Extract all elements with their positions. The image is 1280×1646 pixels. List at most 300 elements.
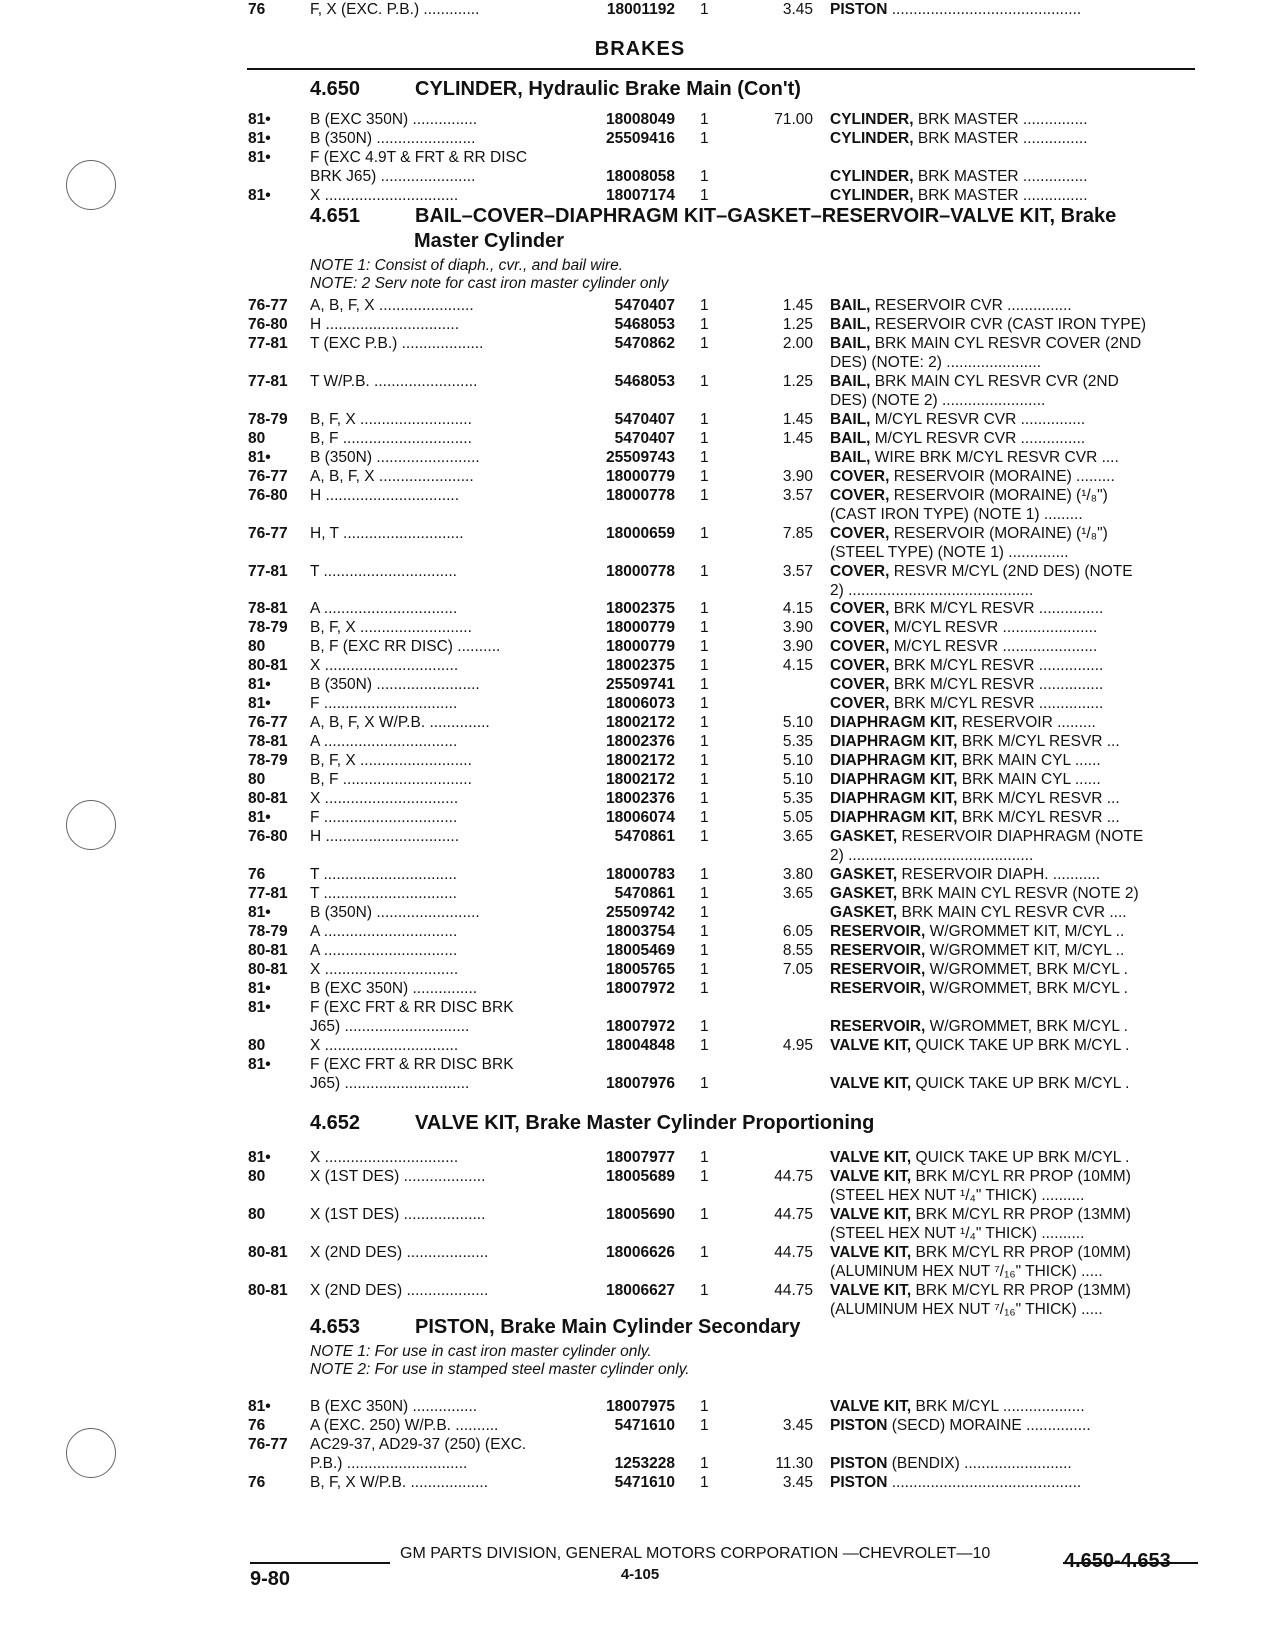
price-cell: 5.10 [782,771,813,788]
section-title: BAIL–COVER–DIAPHRAGM KIT–GASKET–RESERVOIR–VALVE KIT, Brake [415,205,1117,227]
price-cell: 4.15 [782,657,813,674]
description-cell [830,903,1198,922]
description-keyword: PISTON [830,1474,888,1491]
description-text: BRK M/CYL RESVR ... [957,733,1120,750]
description-text: (STEEL HEX NUT ¹/₄" THICK) .......... [830,1225,1085,1242]
table-row [0,410,1280,429]
part-number-cell: 18007977 [606,1149,675,1166]
quantity-cell: 1 [700,1,709,18]
description-keyword: CYLINDER, [830,168,914,185]
table-row [0,562,1280,581]
price-cell: 3.80 [782,866,813,883]
year-cell: 81• [248,1056,271,1073]
section-number: 4.651 [310,205,361,227]
header-rule [247,68,1195,70]
description-cell [830,448,1198,467]
description-keyword: BAIL, [830,373,871,390]
description-cell [830,694,1198,713]
model-cell: X ............................... [310,1037,459,1054]
description-keyword: GASKET, [830,828,898,845]
description-text: M/CYL RESVR ...................... [889,638,1098,655]
part-number-cell: 5470862 [614,335,675,352]
description-cell [830,656,1198,675]
price-cell: 5.35 [782,733,813,750]
description-cell [830,1036,1198,1055]
quantity-cell: 1 [700,619,709,636]
description-cell [830,505,1198,524]
description-cell [830,1205,1198,1224]
part-number-cell: 18000779 [606,468,675,485]
part-number-cell: 18002172 [606,752,675,769]
footer-section-range: 4.650-4.653 [1064,1550,1171,1572]
description-text: BRK M/CYL RR PROP (10MM) [911,1244,1131,1261]
table-row [0,1416,1280,1435]
section-note: NOTE 1: For use in cast iron master cylinder only. [310,1343,652,1360]
description-text: DES) (NOTE: 2) ...................... [830,354,1041,371]
description-cell [830,0,1198,19]
description-cell [830,960,1198,979]
price-cell: 1.45 [782,411,813,428]
year-cell: 81• [248,130,271,147]
part-number-cell: 5471610 [614,1474,675,1491]
description-cell [830,543,1198,562]
description-keyword: PISTON [830,1,888,18]
part-number-cell: 18007174 [606,187,675,204]
description-cell [830,1243,1198,1262]
description-keyword: COVER, [830,695,890,712]
table-row [0,1148,1280,1167]
description-text: 2) ........................................... [830,847,1034,864]
year-cell: 77-81 [248,563,288,580]
description-text: W/GROMMET, BRK M/CYL . [925,961,1128,978]
table-row [0,315,1280,334]
description-text: BRK M/CYL RR PROP (13MM) [911,1206,1131,1223]
quantity-cell: 1 [700,187,709,204]
quantity-cell: 1 [700,809,709,826]
year-cell: 81• [248,1398,271,1415]
part-number-cell: 18005689 [606,1168,675,1185]
quantity-cell: 1 [700,1398,709,1415]
table-row [0,599,1280,618]
description-cell [830,296,1198,315]
description-text: BRK MAIN CYL RESVR (NOTE 2) [897,885,1139,902]
year-cell: 78-79 [248,411,288,428]
model-cell: F (EXC FRT & RR DISC BRK [310,1056,514,1073]
price-cell: 3.45 [782,1417,813,1434]
table-row [0,167,1280,186]
model-cell: B, F .............................. [310,771,472,788]
model-cell: X (1ST DES) ................... [310,1168,486,1185]
description-text: RESERVOIR ......... [957,714,1096,731]
description-cell [830,713,1198,732]
description-cell [830,827,1198,846]
quantity-cell: 1 [700,676,709,693]
model-cell: B, F, X .......................... [310,411,472,428]
year-cell: 76-77 [248,468,288,485]
table-row [0,110,1280,129]
description-text: BRK MAIN CYL ...... [957,752,1101,769]
model-cell: X ............................... [310,790,459,807]
price-cell: 8.55 [782,942,813,959]
section-title-continued: Master Cylinder [414,230,565,252]
description-cell [830,599,1198,618]
model-cell: H ............................... [310,828,459,845]
description-cell [830,1224,1198,1243]
year-cell: 78-81 [248,733,288,750]
quantity-cell: 1 [700,1149,709,1166]
table-row [0,129,1280,148]
quantity-cell: 1 [700,335,709,352]
price-cell: 3.90 [782,468,813,485]
model-cell: X ............................... [310,961,459,978]
part-number-cell: 18008049 [606,111,675,128]
price-cell: 6.05 [782,923,813,940]
quantity-cell: 1 [700,942,709,959]
quantity-cell: 1 [700,430,709,447]
model-cell: A ............................... [310,923,458,940]
table-row [0,865,1280,884]
price-cell: 4.15 [782,600,813,617]
part-number-cell: 18000778 [606,563,675,580]
table-row [0,827,1280,846]
description-cell [830,1074,1198,1093]
description-cell [830,1148,1198,1167]
section-number: 4.650 [310,78,361,100]
quantity-cell: 1 [700,373,709,390]
quantity-cell: 1 [700,563,709,580]
description-text: BRK MASTER ............... [913,130,1088,147]
description-keyword: CYLINDER, [830,130,914,147]
part-number-cell: 18007972 [606,980,675,997]
table-row [0,1017,1280,1036]
part-number-cell: 5470861 [614,828,675,845]
section-number: 4.653 [310,1316,361,1338]
price-cell: 7.05 [782,961,813,978]
description-text: BRK M/CYL RESVR ... [957,790,1120,807]
quantity-cell: 1 [700,1417,709,1434]
description-cell [830,562,1198,581]
description-text: BRK MASTER ............... [913,168,1088,185]
quantity-cell: 1 [700,111,709,128]
model-cell: P.B.) ............................ [310,1455,468,1472]
description-keyword: RESERVOIR, [830,923,926,940]
model-cell: B, F, X .......................... [310,752,472,769]
table-row [0,789,1280,808]
description-cell [830,315,1198,334]
quantity-cell: 1 [700,771,709,788]
year-cell: 76 [248,1474,266,1491]
part-number-cell: 18008058 [606,168,675,185]
model-cell: B (350N) ........................ [310,904,480,921]
price-cell: 3.90 [782,619,813,636]
quantity-cell: 1 [700,752,709,769]
table-row [0,1186,1280,1205]
year-cell: 76-80 [248,487,288,504]
description-text: DES) (NOTE 2) ........................ [830,392,1046,409]
description-keyword: CYLINDER, [830,111,914,128]
table-row [0,334,1280,353]
quantity-cell: 1 [700,638,709,655]
part-number-cell: 18002376 [606,733,675,750]
description-text: BRK MAIN CYL RESVR CVR (2ND [870,373,1119,390]
description-cell [830,732,1198,751]
description-cell [830,637,1198,656]
description-keyword: DIAPHRAGM KIT, [830,790,958,807]
table-row [0,1435,1280,1454]
year-cell: 78-81 [248,600,288,617]
table-row [0,148,1280,167]
year-cell: 77-81 [248,335,288,352]
description-keyword: COVER, [830,525,890,542]
year-cell: 76 [248,866,266,883]
description-cell [830,941,1198,960]
model-cell: T (EXC P.B.) ................... [310,335,484,352]
table-row [0,618,1280,637]
year-cell: 81• [248,980,271,997]
price-cell: 3.65 [782,885,813,902]
model-cell: A, B, F, X ...................... [310,297,474,314]
description-cell [830,129,1198,148]
description-cell [830,1281,1198,1300]
table-row [0,1167,1280,1186]
price-cell: 3.57 [782,487,813,504]
description-keyword: BAIL, [830,430,871,447]
price-cell: 44.75 [774,1206,813,1223]
description-text: BRK M/CYL RESVR ... [957,809,1120,826]
model-cell: T ............................... [310,866,457,883]
table-row [0,0,1280,19]
table-row [0,884,1280,903]
description-cell [830,167,1198,186]
price-cell: 44.75 [774,1282,813,1299]
table-row [0,1224,1280,1243]
year-cell: 81• [248,449,271,466]
description-cell [830,353,1198,372]
description-text: BRK M/CYL ................... [911,1398,1085,1415]
part-number-cell: 18002172 [606,714,675,731]
model-cell: B (350N) ....................... [310,130,476,147]
model-cell: B (350N) ........................ [310,449,480,466]
quantity-cell: 1 [700,1282,709,1299]
quantity-cell: 1 [700,487,709,504]
year-cell: 81• [248,999,271,1016]
price-cell: 1.25 [782,373,813,390]
year-cell: 81• [248,904,271,921]
quantity-cell: 1 [700,695,709,712]
section-title: CYLINDER, Hydraulic Brake Main (Con't) [415,78,801,100]
description-keyword: COVER, [830,638,890,655]
quantity-cell: 1 [700,1244,709,1261]
year-cell: 76-77 [248,297,288,314]
description-keyword: COVER, [830,619,890,636]
model-cell: B, F, X W/P.B. .................. [310,1474,489,1491]
description-text: (CAST IRON TYPE) (NOTE 1) ......... [830,506,1083,523]
year-cell: 77-81 [248,373,288,390]
part-number-cell: 18000779 [606,619,675,636]
description-cell [830,524,1198,543]
model-cell: X (2ND DES) ................... [310,1244,489,1261]
description-keyword: DIAPHRAGM KIT, [830,809,958,826]
table-row [0,1205,1280,1224]
price-cell: 44.75 [774,1244,813,1261]
description-cell [830,186,1198,205]
quantity-cell: 1 [700,1018,709,1035]
year-cell: 80-81 [248,657,288,674]
description-keyword: GASKET, [830,866,898,883]
description-keyword: COVER, [830,657,890,674]
model-cell: A ............................... [310,600,458,617]
part-number-cell: 18007972 [606,1018,675,1035]
price-cell: 5.10 [782,752,813,769]
description-text: QUICK TAKE UP BRK M/CYL . [911,1075,1130,1092]
year-cell: 81• [248,809,271,826]
model-cell: BRK J65) ...................... [310,168,476,185]
table-row [0,941,1280,960]
description-cell [830,429,1198,448]
description-keyword: DIAPHRAGM KIT, [830,714,958,731]
quantity-cell: 1 [700,980,709,997]
description-text: RESERVOIR CVR ............... [870,297,1072,314]
price-cell: 1.45 [782,297,813,314]
part-number-cell: 1253228 [614,1455,675,1472]
model-cell: AC29-37, AD29-37 (250) (EXC. [310,1436,527,1453]
description-keyword: DIAPHRAGM KIT, [830,733,958,750]
description-cell [830,865,1198,884]
model-cell: F, X (EXC. P.B.) ............. [310,1,480,18]
table-row [0,808,1280,827]
description-text: M/CYL RESVR CVR ............... [870,430,1086,447]
table-row [0,524,1280,543]
year-cell: 78-79 [248,923,288,940]
table-row [0,637,1280,656]
description-keyword: BAIL, [830,335,871,352]
model-cell: A, B, F, X W/P.B. .............. [310,714,490,731]
table-row [0,1243,1280,1262]
year-cell: 80 [248,1206,266,1223]
quantity-cell: 1 [700,923,709,940]
model-cell: F (EXC 4.9T & FRT & RR DISC [310,149,528,166]
description-text: BRK MAIN CYL ...... [957,771,1101,788]
year-cell: 80-81 [248,1244,288,1261]
description-text: RESERVOIR (MORAINE) ......... [889,468,1115,485]
description-text: RESERVOIR (MORAINE) (¹/₈") [889,487,1108,504]
description-cell [830,372,1198,391]
description-text: BRK MASTER ............... [913,187,1088,204]
footer-rule-left [250,1562,390,1564]
description-cell [830,1300,1198,1319]
part-number-cell: 18006626 [606,1244,675,1261]
description-cell [830,334,1198,353]
description-cell [830,808,1198,827]
table-row [0,1262,1280,1281]
description-text: WIRE BRK M/CYL RESVR CVR .... [870,449,1119,466]
part-number-cell: 18000783 [606,866,675,883]
model-cell: B, F, X .......................... [310,619,472,636]
description-cell [830,846,1198,865]
description-text: (SECD) MORAINE ............... [887,1417,1091,1434]
quantity-cell: 1 [700,1075,709,1092]
description-text: W/GROMMET KIT, M/CYL .. [925,942,1125,959]
part-number-cell: 5468053 [614,373,675,390]
part-number-cell: 18002375 [606,600,675,617]
model-cell: X (2ND DES) ................... [310,1282,489,1299]
part-number-cell: 5468053 [614,316,675,333]
description-text: M/CYL RESVR ...................... [889,619,1098,636]
description-keyword: BAIL, [830,449,871,466]
table-row [0,732,1280,751]
year-cell: 80 [248,430,266,447]
price-cell: 3.57 [782,563,813,580]
year-cell: 80 [248,1168,266,1185]
year-cell: 81• [248,676,271,693]
table-row [0,903,1280,922]
quantity-cell: 1 [700,733,709,750]
price-cell: 3.90 [782,638,813,655]
year-cell: 76-77 [248,714,288,731]
year-cell: 81• [248,695,271,712]
part-number-cell: 5470407 [614,297,675,314]
quantity-cell: 1 [700,600,709,617]
model-cell: A ............................... [310,733,458,750]
description-keyword: RESERVOIR, [830,980,926,997]
description-cell [830,884,1198,903]
part-number-cell: 18000659 [606,525,675,542]
part-number-cell: 18002172 [606,771,675,788]
table-row [0,1281,1280,1300]
price-cell: 3.65 [782,828,813,845]
description-cell [830,1397,1198,1416]
part-number-cell: 18003754 [606,923,675,940]
quantity-cell: 1 [700,866,709,883]
description-keyword: COVER, [830,563,890,580]
table-row [0,448,1280,467]
quantity-cell: 1 [700,657,709,674]
footer-page-number: 4-105 [620,1566,660,1583]
year-cell: 81• [248,149,271,166]
description-cell [830,486,1198,505]
year-cell: 81• [248,111,271,128]
year-cell: 80-81 [248,1282,288,1299]
model-cell: A (EXC. 250) W/P.B. .......... [310,1417,499,1434]
section-title: VALVE KIT, Brake Master Cylinder Proportioning [415,1112,875,1134]
quantity-cell: 1 [700,468,709,485]
description-text: (ALUMINUM HEX NUT ⁷/₁₆" THICK) ..... [830,1301,1103,1318]
model-cell: X ............................... [310,657,459,674]
year-cell: 76 [248,1,266,18]
description-keyword: RESERVOIR, [830,1018,926,1035]
table-row [0,429,1280,448]
price-cell: 1.45 [782,430,813,447]
description-text: RESERVOIR (MORAINE) (¹/₈") [889,525,1108,542]
part-number-cell: 18005765 [606,961,675,978]
description-cell [830,410,1198,429]
section-heading [310,205,1116,228]
year-cell: 78-79 [248,619,288,636]
description-keyword: BAIL, [830,297,871,314]
description-cell [830,1416,1198,1435]
year-cell: 78-79 [248,752,288,769]
quantity-cell: 1 [700,316,709,333]
table-row [0,713,1280,732]
price-cell: 4.95 [782,1037,813,1054]
model-cell: X ............................... [310,1149,459,1166]
description-text: BRK M/CYL RESVR ............... [889,600,1104,617]
year-cell: 76-80 [248,316,288,333]
description-cell [830,1017,1198,1036]
table-row [0,543,1280,562]
price-cell: 5.05 [782,809,813,826]
description-keyword: RESERVOIR, [830,942,926,959]
